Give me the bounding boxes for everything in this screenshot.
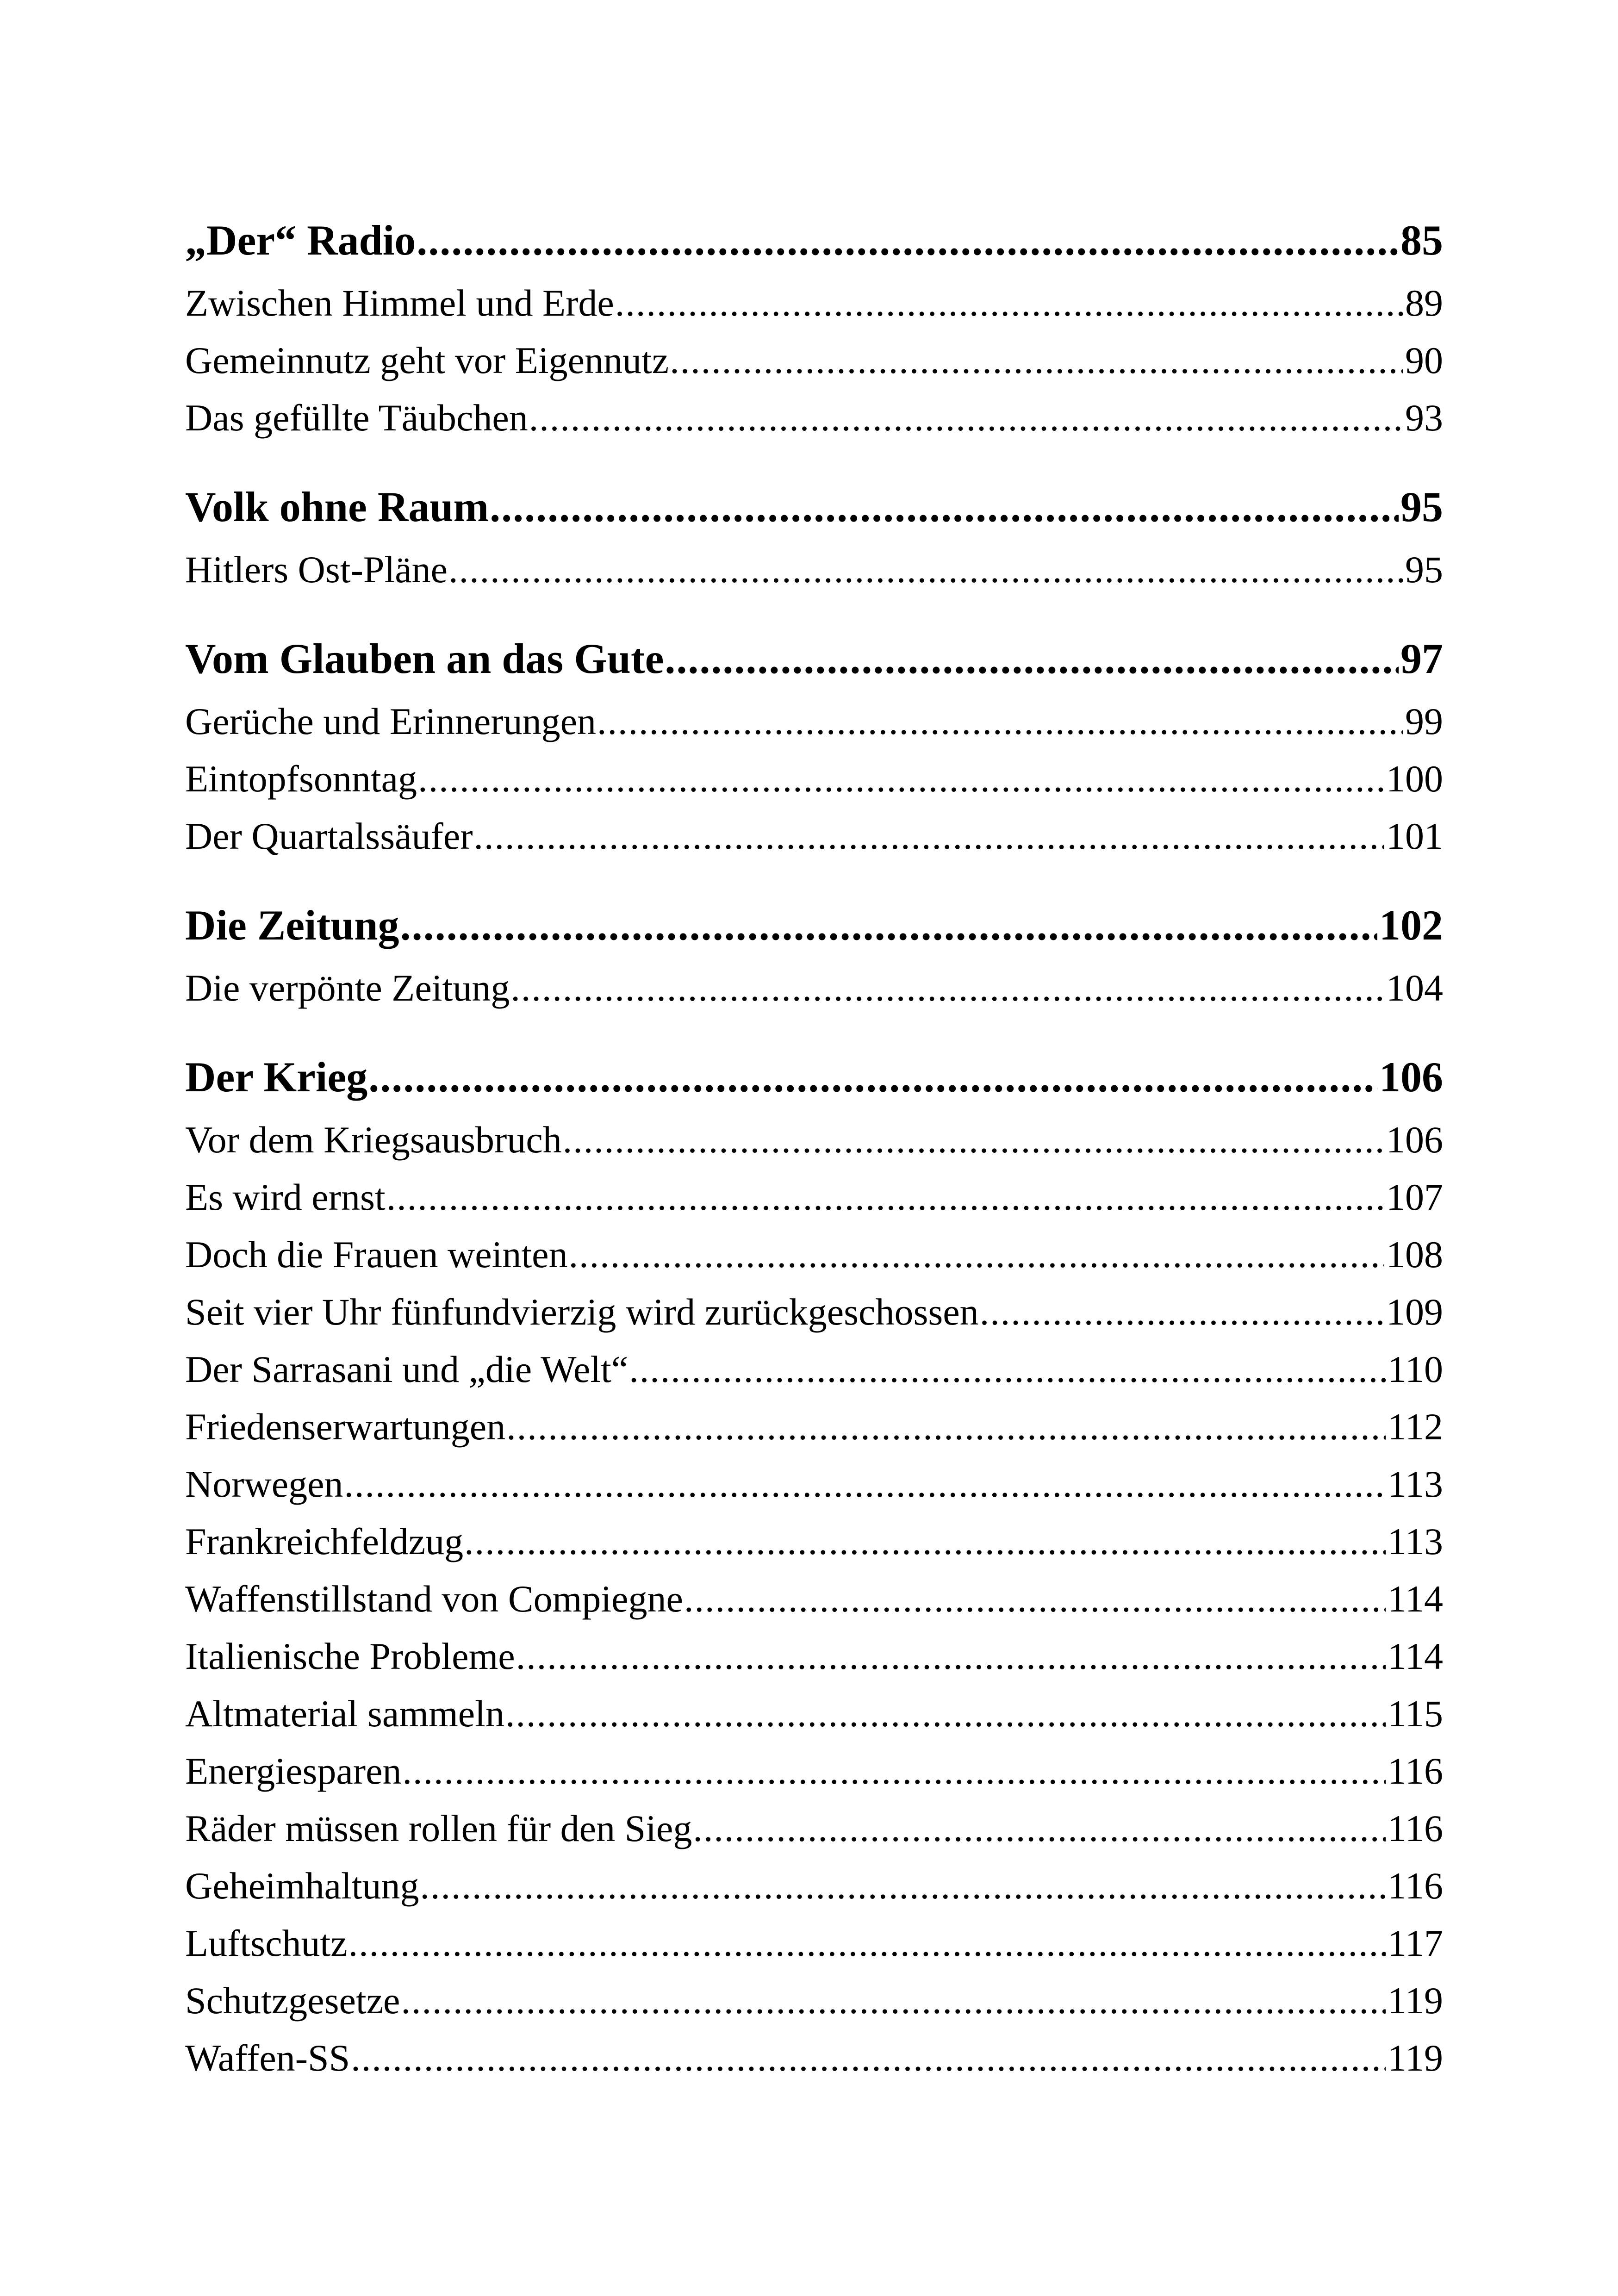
dot-leader (344, 1456, 1386, 1513)
toc-page-number: 115 (1388, 1692, 1443, 1735)
dot-leader (510, 959, 1384, 1017)
toc-section-entry[interactable] (185, 274, 1443, 332)
toc-entry-title: Der Quartalssäufer (185, 815, 473, 857)
dot-leader (474, 808, 1384, 865)
toc-entry-title: Es wird ernst (185, 1176, 386, 1218)
toc-page-number: 85 (1400, 217, 1443, 264)
toc-page-number: 116 (1388, 1865, 1443, 1907)
dot-leader (684, 1570, 1386, 1628)
toc-entry-title: Räder müssen rollen für den Sieg (185, 1807, 692, 1849)
toc-page-number: 89 (1405, 282, 1443, 324)
toc-entry-title: Waffenstillstand von Compiegne (185, 1578, 683, 1620)
toc-entry-title: Schutzgesetze (185, 1979, 400, 2022)
toc-entry-title: Norwegen (185, 1463, 343, 1505)
toc-entry-title: Vom Glauben an das Gute (185, 635, 664, 682)
toc-page-number: 116 (1388, 1750, 1443, 1792)
dot-leader (401, 1972, 1386, 2029)
dot-leader (448, 541, 1403, 598)
toc-page-number: 97 (1400, 635, 1443, 682)
toc-section-entry[interactable] (185, 693, 1443, 750)
dot-leader (563, 1111, 1384, 1169)
dot-leader (980, 1283, 1384, 1341)
toc-entry-title: Vor dem Kriegsausbruch (185, 1119, 562, 1161)
dot-leader (368, 1043, 1377, 1111)
dot-leader (693, 1800, 1386, 1857)
toc-entry-title: Italienische Probleme (185, 1635, 515, 1677)
dot-leader (351, 2029, 1386, 2087)
dot-leader (418, 750, 1384, 808)
toc-page-number: 119 (1388, 2037, 1443, 2079)
toc-section-entry[interactable] (185, 332, 1443, 389)
toc-entry-title: Friedenserwartungen (185, 1406, 506, 1448)
toc-section-entry[interactable] (185, 1800, 1443, 1857)
toc-section-entry[interactable] (185, 1570, 1443, 1628)
toc-page-number: 107 (1386, 1176, 1443, 1218)
toc-page-number: 90 (1405, 339, 1443, 381)
dot-leader (400, 891, 1377, 959)
toc-entry-title: Der Krieg (185, 1053, 368, 1101)
dot-leader (569, 1226, 1384, 1283)
toc-entry-title: Gerüche und Erinnerungen (185, 700, 596, 742)
toc-page-number: 117 (1388, 1922, 1443, 1964)
toc-entry-title: Hitlers Ost-Pläne (185, 548, 448, 591)
toc-section-entry[interactable] (185, 1398, 1443, 1456)
toc-section-entry[interactable] (185, 1169, 1443, 1226)
toc-entry-title: Doch die Frauen weinten (185, 1233, 568, 1276)
dot-leader (670, 332, 1403, 389)
dot-leader (505, 1685, 1386, 1742)
toc-page-number: 104 (1386, 967, 1443, 1009)
toc-page-number: 99 (1405, 700, 1443, 742)
dot-leader (490, 473, 1399, 541)
toc-entry-title: Seit vier Uhr fünfundvierzig wird zurückgeschossen (185, 1291, 979, 1333)
toc-chapter-entry[interactable] (185, 206, 1443, 274)
dot-leader (386, 1169, 1384, 1226)
toc-page-number: 101 (1386, 815, 1443, 857)
toc-entry-title: Frankreichfeldzug (185, 1520, 464, 1562)
toc-section-entry[interactable] (185, 1513, 1443, 1570)
toc-page-number: 108 (1386, 1233, 1443, 1276)
toc-section-entry[interactable] (185, 808, 1443, 865)
toc-page-number: 93 (1405, 397, 1443, 439)
toc-section-entry[interactable] (185, 1857, 1443, 1915)
dot-leader (506, 1398, 1386, 1456)
toc-entry-title: Die verpönte Zeitung (185, 967, 510, 1009)
toc-section-entry[interactable] (185, 1283, 1443, 1341)
toc-entry-title: Eintopfsonntag (185, 758, 417, 800)
toc-section-entry[interactable] (185, 389, 1443, 447)
toc-page-number: 114 (1388, 1635, 1443, 1677)
toc-entry-title: Energiesparen (185, 1750, 402, 1792)
dot-leader (348, 1915, 1386, 1972)
toc-page-number: 106 (1379, 1053, 1443, 1101)
toc-page-number: 102 (1379, 902, 1443, 949)
toc-section-entry[interactable] (185, 1456, 1443, 1513)
toc-section-entry[interactable] (185, 541, 1443, 598)
toc-section-entry[interactable] (185, 1915, 1443, 1972)
toc-page-number: 100 (1386, 758, 1443, 800)
dot-leader (516, 1628, 1386, 1685)
dot-leader (629, 1341, 1386, 1398)
toc-section-entry[interactable] (185, 959, 1443, 1017)
toc-entry-title: Der Sarrasani und „die Welt“ (185, 1348, 629, 1390)
toc-entry-title: Die Zeitung (185, 902, 399, 949)
toc-entry-title: Luftschutz (185, 1922, 348, 1964)
toc-chapter-entry[interactable] (185, 624, 1443, 693)
toc-page-number: 95 (1405, 548, 1443, 591)
toc-section-entry[interactable] (185, 750, 1443, 808)
toc-entry-title: Geheimhaltung (185, 1865, 419, 1907)
toc-page-number: 116 (1388, 1807, 1443, 1849)
dot-leader (403, 1742, 1386, 1800)
toc-entry-title: Zwischen Himmel und Erde (185, 282, 614, 324)
toc-entry-title: Das gefüllte Täubchen (185, 397, 528, 439)
toc-chapter-entry[interactable] (185, 1043, 1443, 1111)
toc-page-number: 114 (1388, 1578, 1443, 1620)
toc-section-entry[interactable] (185, 1111, 1443, 1169)
dot-leader (529, 389, 1403, 447)
toc-page-number: 119 (1388, 1979, 1443, 2022)
dot-leader (420, 1857, 1386, 1915)
toc-page-number: 109 (1386, 1291, 1443, 1333)
dot-leader (615, 274, 1403, 332)
toc-chapter-entry[interactable] (185, 891, 1443, 959)
toc-page-number: 113 (1388, 1463, 1443, 1505)
toc-section-entry[interactable] (185, 1685, 1443, 1742)
toc-entry-title: Altmaterial sammeln (185, 1692, 504, 1735)
dot-leader (665, 624, 1399, 693)
toc-page-number: 110 (1388, 1348, 1443, 1390)
toc-page-number: 95 (1400, 483, 1443, 530)
dot-leader (464, 1513, 1386, 1570)
toc-page-number: 112 (1388, 1406, 1443, 1448)
dot-leader (597, 693, 1403, 750)
toc-entry-title: Waffen-SS (185, 2037, 350, 2079)
toc-section-entry[interactable] (185, 1226, 1443, 1283)
table-of-contents (185, 206, 1443, 2087)
toc-chapter-entry[interactable] (185, 473, 1443, 541)
toc-entry-title: Volk ohne Raum (185, 483, 489, 530)
dot-leader (417, 206, 1399, 274)
toc-page-number: 113 (1388, 1520, 1443, 1562)
toc-section-entry[interactable] (185, 2029, 1443, 2087)
toc-page-number: 106 (1386, 1119, 1443, 1161)
toc-section-entry[interactable] (185, 1742, 1443, 1800)
toc-section-entry[interactable] (185, 1628, 1443, 1685)
toc-section-entry[interactable] (185, 1341, 1443, 1398)
toc-section-entry[interactable] (185, 1972, 1443, 2029)
toc-entry-title: Gemeinnutz geht vor Eigennutz (185, 339, 669, 381)
toc-entry-title: „Der“ Radio (185, 217, 416, 264)
